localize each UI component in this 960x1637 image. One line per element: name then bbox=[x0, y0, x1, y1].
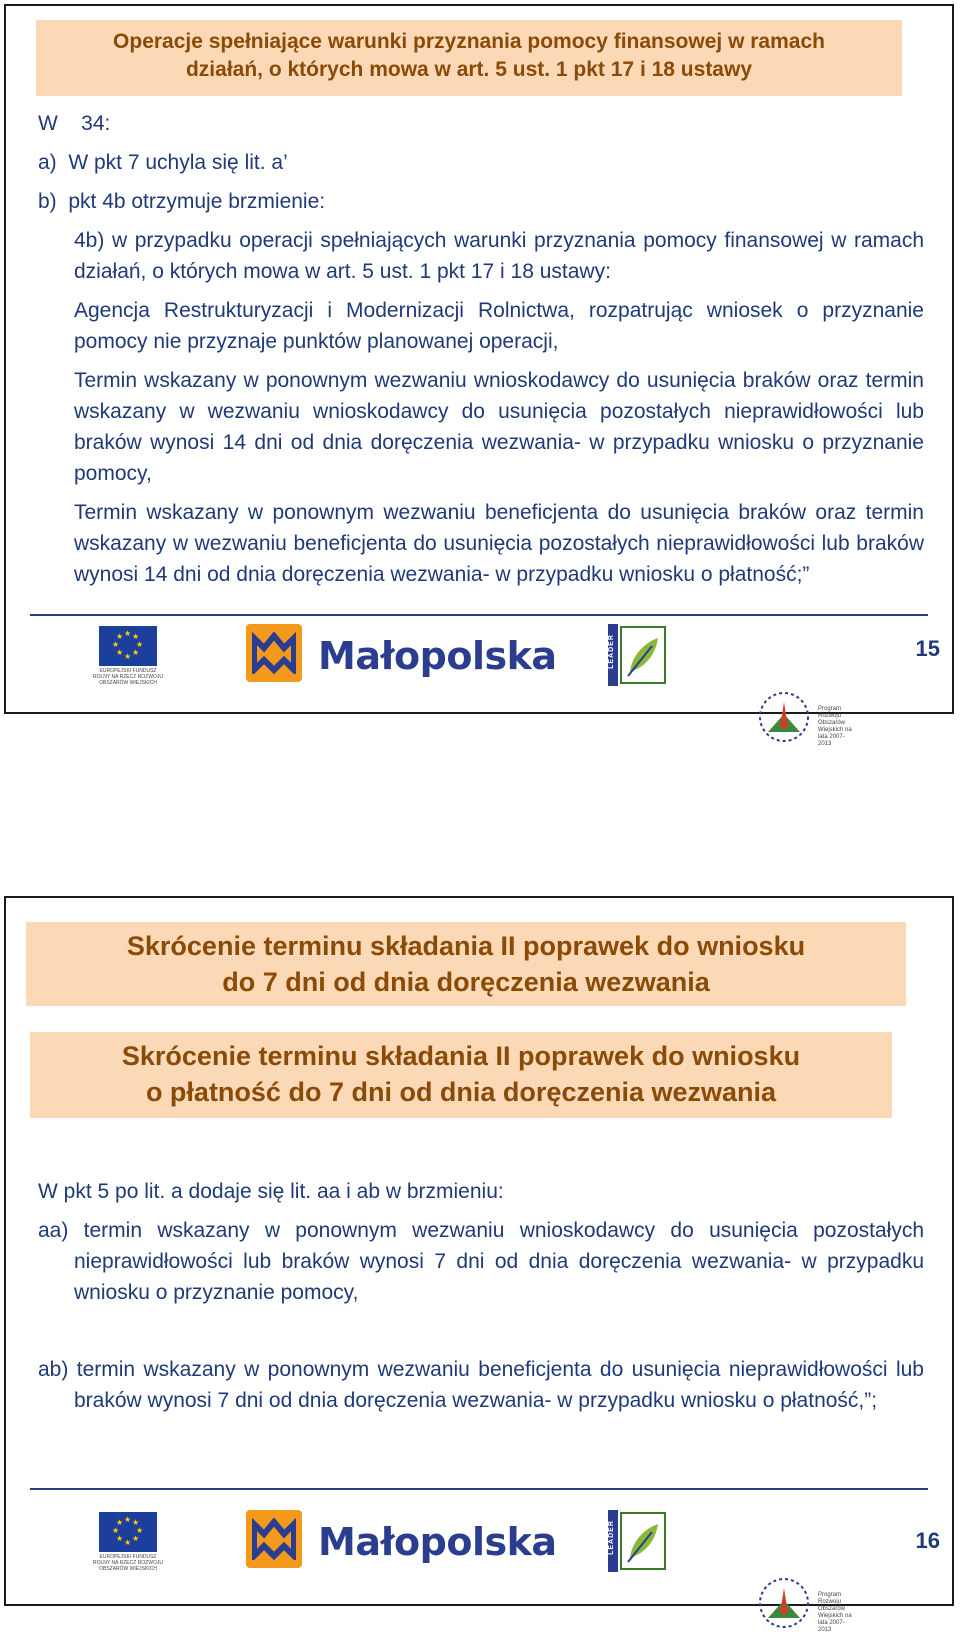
malopolska-emblem-icon bbox=[246, 624, 302, 682]
banner2-line-2: o płatność do 7 dni od dnia doręczenia wezwania bbox=[145, 1077, 777, 1107]
malopolska-emblem-icon bbox=[246, 1510, 302, 1568]
banner-line-2: działań, o których mowa w art. 5 ust. 1 pkt 17 i 18 ustawy bbox=[185, 58, 752, 81]
footer-divider bbox=[30, 1488, 928, 1490]
malopolska-wordmark: Małopolska bbox=[318, 1520, 557, 1564]
eu-caption: EUROPEJSKI FUNDUSZ ROLNY NA RZECZ ROZWOJU OBSZARÓW WIEJSKICH bbox=[93, 1554, 163, 1572]
eu-flag-icon: ★ ★ ★ ★ ★ ★ ★ ★ bbox=[99, 1512, 157, 1552]
prow-caption: Program Rozwoju Obszarów Wiejskich na lata 2007-2013 bbox=[818, 706, 852, 747]
leader-label: LEADER bbox=[607, 1520, 615, 1555]
slide-16 bbox=[4, 896, 954, 1633]
slide-15 bbox=[4, 4, 954, 747]
paragraph-agencja: Agencja Restrukturyzacji i Modernizacji Rolnictwa, rozpatrując wniosek o przyznanie pomocy nie przyznaje punktów planowanej operacji, bbox=[74, 299, 924, 353]
footer-logos bbox=[92, 1510, 932, 1633]
prow-logo bbox=[752, 688, 852, 748]
prow-emblem-icon bbox=[752, 688, 816, 746]
section-heading: W 34: bbox=[38, 112, 111, 135]
malopolska-wordmark: Małopolska bbox=[318, 634, 557, 678]
banner1-line-1: Skrócenie terminu składania II poprawek do wniosku bbox=[126, 931, 806, 961]
banner1-line-2: do 7 dni od dnia doręczenia wezwania bbox=[222, 967, 710, 997]
leader-logo bbox=[608, 624, 668, 686]
slide-body bbox=[38, 1176, 924, 1416]
footer-divider bbox=[30, 614, 928, 616]
malopolska-logo bbox=[246, 624, 557, 682]
intro-line: W pkt 5 po lit. a dodaje się lit. aa i ab w brzmieniu: bbox=[38, 1180, 504, 1203]
list-item-b: b) pkt 4b otrzymuje brzmienie: bbox=[38, 190, 326, 213]
banner-line-1: Operacje spełniające warunki przyznania pomocy finansowej w ramach bbox=[113, 30, 825, 53]
banner2-line-1: Skrócenie terminu składania II poprawek do wniosku bbox=[121, 1041, 801, 1071]
eu-logo bbox=[92, 1512, 164, 1572]
slide-title-banner-1 bbox=[26, 922, 906, 1006]
list-item-aa: aa) termin wskazany w ponownym wezwaniu wnioskodawcy do usunięcia pozostałych nieprawidłowości lub braków wynosi 7 dni od dnia doręczenia wezwania- w przypadku wniosku o przyznanie pomocy, bbox=[38, 1219, 924, 1304]
eu-flag-icon: ★ ★ ★ ★ ★ ★ ★ ★ bbox=[99, 626, 157, 666]
eu-logo bbox=[92, 626, 164, 686]
prow-emblem-icon bbox=[752, 1574, 816, 1632]
list-item-a: a) W pkt 7 uchyla się lit. a’ bbox=[38, 151, 288, 174]
eu-caption: EUROPEJSKI FUNDUSZ ROLNY NA RZECZ ROZWOJU OBSZARÓW WIEJSKICH bbox=[93, 668, 163, 686]
leaf-icon bbox=[620, 1512, 666, 1570]
page-number: 16 bbox=[915, 1528, 940, 1553]
slide-body bbox=[38, 108, 924, 590]
list-item-ab: ab) termin wskazany w ponownym wezwaniu beneficjenta do usunięcia nieprawidłowości lub braków wynosi 7 dni od dnia doręczenia wezwania- w przypadku wniosku o płatność,”; bbox=[38, 1358, 924, 1412]
malopolska-logo bbox=[246, 1510, 557, 1568]
slide-title-banner bbox=[36, 20, 902, 96]
prow-logo bbox=[752, 1574, 852, 1634]
page-number: 15 bbox=[915, 636, 940, 661]
slide-title-banner-2 bbox=[30, 1032, 892, 1118]
prow-caption: Program Rozwoju Obszarów Wiejskich na lata 2007-2013 bbox=[818, 1592, 852, 1633]
paragraph-termin-beneficjenta: Termin wskazany w ponownym wezwaniu beneficjenta do usunięcia braków oraz termin wskazany w wezwaniu beneficjenta do usunięcia pozostałych nieprawidłowości lub braków wynosi 14 dni od dnia doręczenia wezwania- w przypadku wniosku o płatność;” bbox=[74, 501, 924, 586]
leader-logo bbox=[608, 1510, 668, 1572]
paragraph-termin-wnioskodawcy: Termin wskazany w ponownym wezwaniu wnioskodawcy do usunięcia braków oraz termin wskazany w wezwaniu wnioskodawcy do usunięcia pozostałych nieprawidłowości lub braków wynosi 14 dni od dnia doręczenia wezwania- w przypadku wniosku o przyznanie pomocy, bbox=[74, 369, 924, 485]
leader-label: LEADER bbox=[607, 634, 615, 669]
footer-logos bbox=[92, 624, 932, 747]
paragraph-4b: 4b) w przypadku operacji spełniających warunki przyznania pomocy finansowej w ramach działań, o których mowa w art. 5 ust. 1 pkt 17 i 18 ustawy: bbox=[74, 229, 924, 283]
leaf-icon bbox=[620, 626, 666, 684]
